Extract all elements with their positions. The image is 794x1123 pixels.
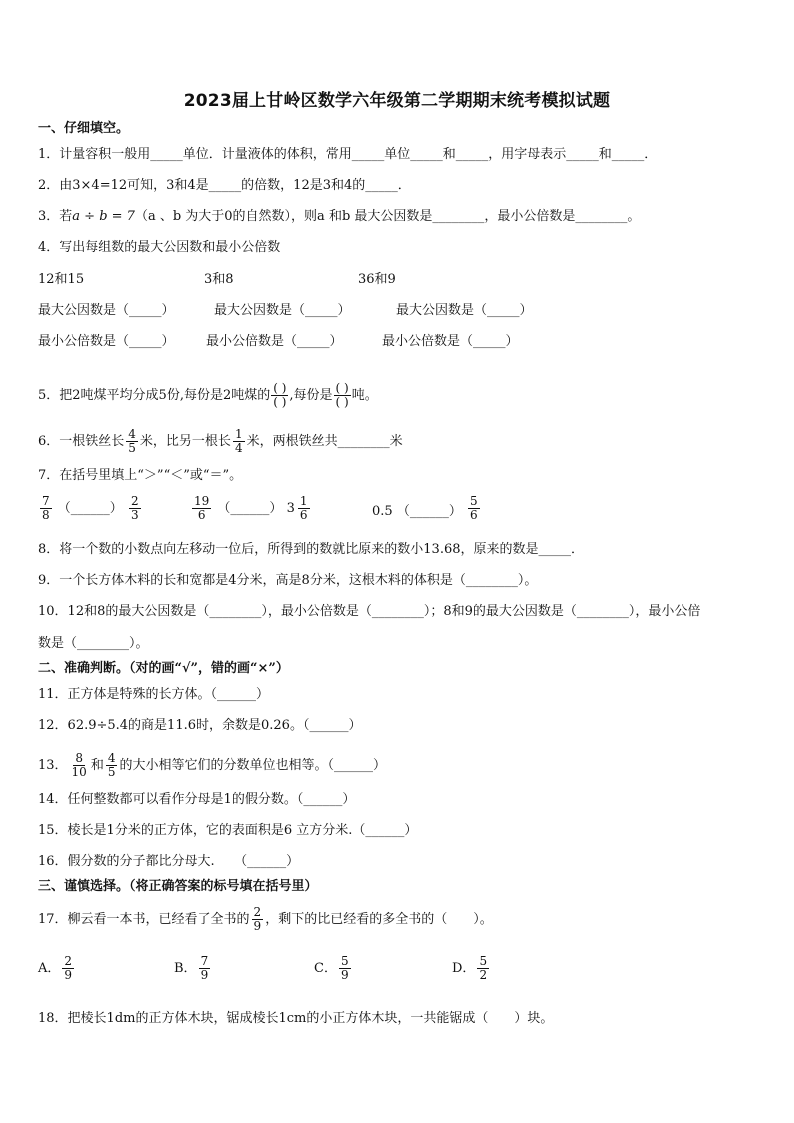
section-3-heading: 三、谨慎选择。（将正确答案的标号填在括号里） (38, 879, 318, 894)
q13-middle: 和 (90, 758, 104, 773)
q13-f2-num: 4 (107, 751, 116, 765)
q6-suffix: 米，两根铁丝共________米 (246, 434, 403, 449)
q4-group-1: 12和15 (38, 272, 85, 287)
option-d-fraction (477, 955, 489, 982)
option-c-den: 9 (340, 968, 349, 982)
q5-blank-fraction-1 (271, 382, 288, 409)
q13-prefix: 13． (38, 758, 68, 773)
q17-option-a[interactable] (38, 955, 76, 982)
q7-a-right-num: 2 (130, 494, 139, 508)
q6-prefix: 6．一根铁丝长 (38, 434, 125, 449)
q7-a-blank: （______） (57, 501, 123, 516)
q7-c-right-den: 6 (469, 508, 478, 522)
q17-option-c[interactable] (314, 955, 353, 982)
question-13 (38, 752, 386, 779)
option-d-num: 5 (479, 954, 488, 968)
q5-blank-1-denominator: ( ) (273, 395, 287, 409)
q4-gcd-3: 最大公因数是（_____） (396, 303, 533, 318)
question-5 (38, 382, 378, 409)
q13-f1-den: 10 (71, 765, 87, 779)
q7-c-left: 0.5 (372, 504, 393, 519)
q7-a-left-den: 8 (42, 508, 50, 522)
q7-a-right-fraction (129, 495, 141, 522)
q7-a-left-num: 7 (42, 494, 50, 508)
option-a-den: 9 (64, 968, 73, 982)
q6-f2-numerator: 1 (234, 427, 243, 441)
question-9: 9．一个长方体木料的长和宽都是4分米，高是8分米，这根木料的体积是（________）。 (38, 573, 538, 588)
q6-fraction-1 (126, 428, 138, 455)
q7-c-blank: （______） (396, 504, 462, 519)
q7-b-right-mixed-number (287, 495, 312, 522)
question-2: 2．由3×4=12可知，3和4是_____的倍数，12是3和4的_____． (38, 178, 411, 193)
q7-b-right-num: 1 (299, 494, 308, 508)
q6-f1-numerator: 4 (128, 427, 136, 441)
section-1-heading: 一、仔细填空。 (38, 121, 130, 136)
option-b-label: B． (174, 961, 197, 976)
q6-middle: 米，比另一根长 (139, 434, 231, 449)
q13-fraction-2 (106, 752, 118, 779)
q5-blank-1-numerator: ( ) (273, 381, 287, 395)
q7-item-b (190, 495, 312, 522)
question-11: 11．正方体是特殊的长方体。（______） (38, 687, 270, 702)
q5-middle: ,每份是 (289, 388, 333, 403)
page-title: 2023届上甘岭区数学六年级第二学期期末统考模拟试题 (183, 91, 611, 111)
q5-suffix: 吨。 (351, 388, 378, 403)
q4-lcm-1: 最小公倍数是（_____） (38, 334, 175, 349)
q5-blank-2-denominator: ( ) (335, 395, 349, 409)
q17-option-d[interactable] (452, 955, 491, 982)
question-10-line-2: 数是（________）。 (38, 636, 149, 651)
option-a-label: A． (38, 961, 61, 976)
option-a-num: 2 (64, 954, 73, 968)
q7-item-c (372, 494, 482, 522)
question-4: 4．写出每组数的最大公因数和最小公倍数 (38, 240, 281, 255)
q4-group-2: 3和8 (204, 272, 234, 287)
option-c-fraction (339, 955, 351, 982)
question-17 (38, 906, 493, 933)
q17-prefix: 17．柳云看一本书，已经看了全书的 (38, 912, 250, 927)
q7-a-right-den: 3 (130, 508, 139, 522)
q7-b-right-whole: 3 (286, 500, 295, 516)
question-8: 8．将一个数的小数点向左移动一位后，所得到的数就比原来的数小13.68，原来的数是_____． (38, 542, 584, 557)
option-a-fraction (62, 955, 74, 982)
option-d-label: D． (452, 961, 476, 976)
q13-fraction-1 (70, 752, 89, 779)
q13-f1-num: 8 (75, 751, 83, 765)
q17-suffix: ，剩下的比已经看的多全书的（ ）。 (265, 912, 493, 927)
q7-b-left-fraction (192, 495, 211, 522)
q17-f-den: 9 (253, 919, 262, 933)
q7-c-right-fraction (468, 495, 480, 522)
question-10-line-1: 10．12和8的最大公因数是（________），最小公倍数是（________）；8和9的最大公因数是（________），最小公倍 (38, 604, 701, 619)
question-3 (38, 208, 640, 226)
option-b-num: 7 (200, 954, 209, 968)
question-7: 7．在括号里填上“＞”“＜”或“＝”。 (38, 468, 243, 483)
question-6 (38, 428, 403, 455)
q7-b-blank: （______） (217, 501, 283, 516)
q4-group-3: 36和9 (358, 272, 396, 287)
q4-lcm-3: 最小公倍数是（_____） (382, 334, 519, 349)
option-d-den: 2 (479, 968, 488, 982)
q6-fraction-2 (233, 428, 245, 455)
q4-lcm-2: 最小公倍数是（_____） (206, 334, 343, 349)
q6-f1-denominator: 5 (128, 441, 136, 455)
q13-f2-den: 5 (107, 765, 116, 779)
q7-item-a (38, 495, 143, 522)
q7-a-left-fraction (40, 495, 52, 522)
option-b-fraction (199, 955, 211, 982)
q5-prefix: 5．把2吨煤平均分成5份,每份是2吨煤的 (38, 388, 271, 403)
q7-b-left-den: 6 (197, 508, 206, 522)
option-c-label: C． (314, 961, 337, 976)
question-16: 16．假分数的分子都比分母大. （______） (38, 854, 300, 869)
question-1: 1．计量容积一般用_____单位．计量液体的体积，常用_____单位_____和_____，用字母表示_____和_____． (38, 147, 658, 162)
q7-b-right-fraction (298, 495, 310, 522)
question-18: 18．把棱长1dm的正方体木块，锯成棱长1cm的小正方体木块，一共能锯成（ ）块。 (38, 1011, 554, 1026)
q3-prefix: 3．若 (38, 209, 73, 224)
q17-fraction (252, 906, 264, 933)
q7-c-right-num: 5 (469, 494, 478, 508)
q5-blank-fraction-2 (334, 382, 351, 409)
q4-gcd-2: 最大公因数是（_____） (214, 303, 351, 318)
q17-option-b[interactable] (174, 955, 212, 982)
q17-f-num: 2 (253, 905, 262, 919)
section-2-heading: 二、准确判断。（对的画“√”，错的画“×”） (38, 661, 289, 676)
question-14: 14．任何整数都可以看作分母是1的假分数。（______） (38, 792, 356, 807)
question-12: 12．62.9÷5.4的商是11.6时，余数是0.26。（______） (38, 718, 362, 733)
q7-b-left-num: 19 (194, 494, 210, 508)
q5-blank-2-numerator: ( ) (335, 381, 349, 395)
option-b-den: 9 (200, 968, 209, 982)
q3-body: （a 、b 为大于0的自然数），则a 和b 最大公因数是________，最小公倍数是________。 (134, 209, 641, 224)
question-15: 15．棱长是1分米的正方体，它的表面积是6 立方分米.（______） (38, 823, 418, 838)
q4-gcd-1: 最大公因数是（_____） (38, 303, 175, 318)
q6-f2-denominator: 4 (234, 441, 243, 455)
q7-b-right-den: 6 (299, 508, 308, 522)
option-c-num: 5 (340, 954, 349, 968)
q13-suffix: 的大小相等它们的分数单位也相等。（______） (119, 758, 386, 773)
q3-expression: a ÷ b = 7 (72, 209, 135, 224)
